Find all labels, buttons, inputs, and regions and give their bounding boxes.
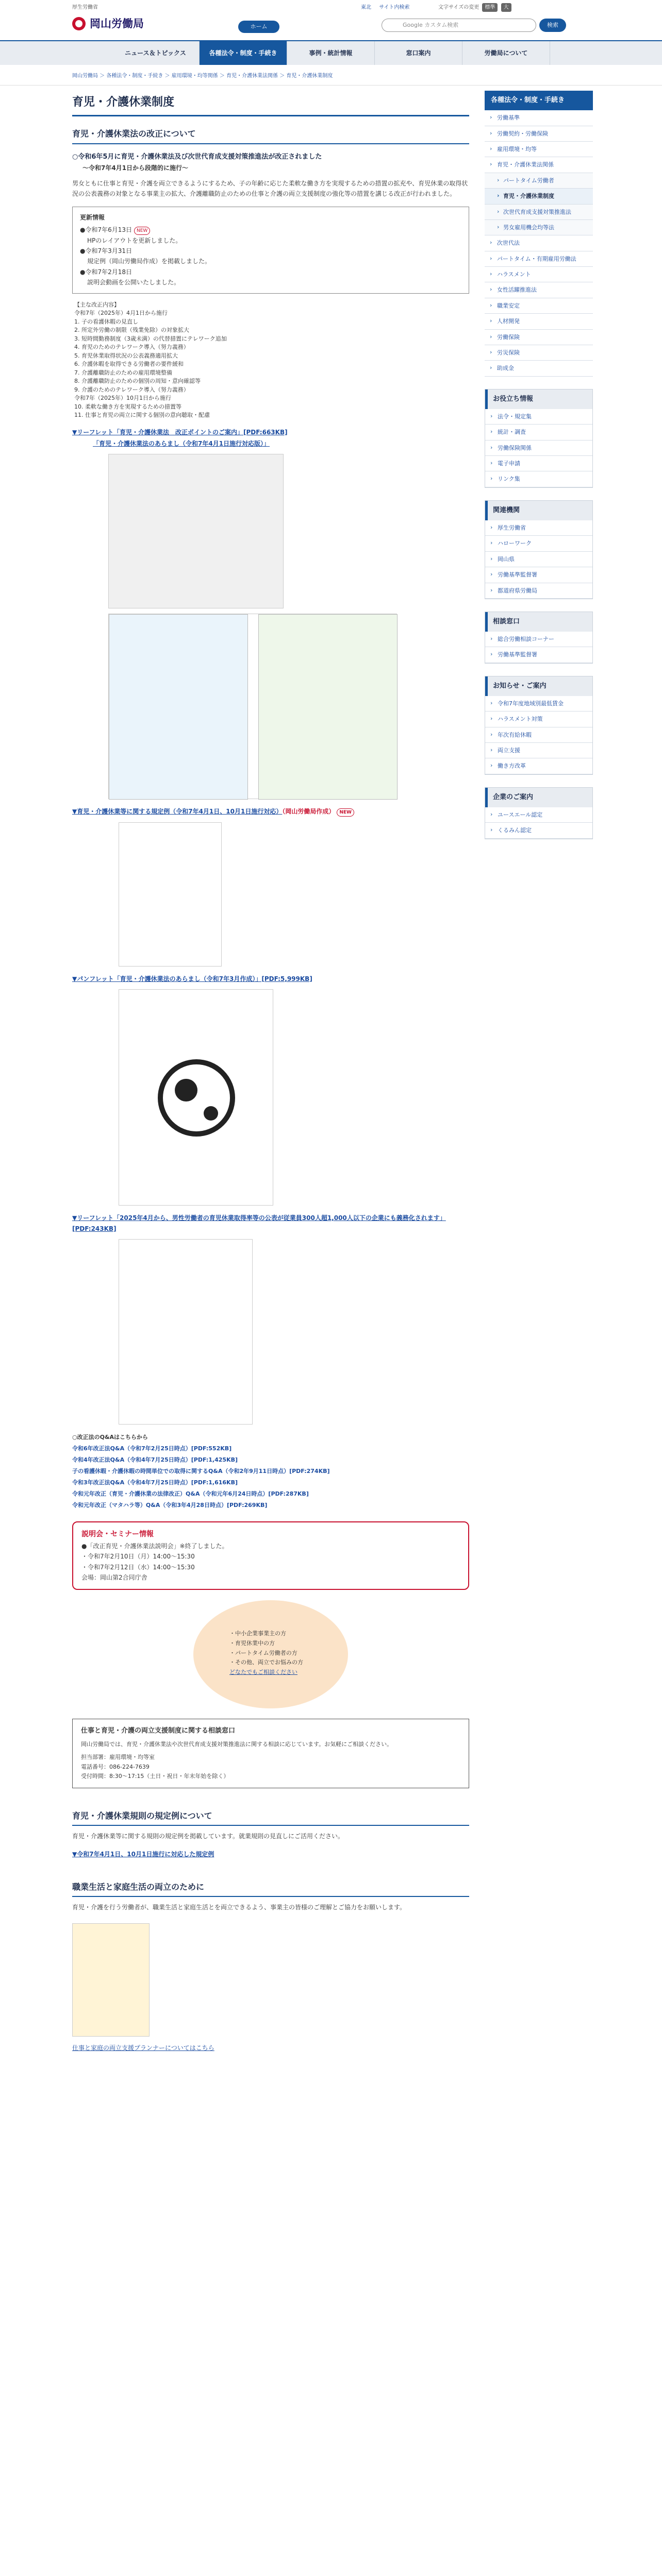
update-text: HPのレイアウトを更新しました。	[87, 236, 182, 244]
regulation-thumbnail[interactable]	[119, 822, 222, 967]
font-size-large-button[interactable]: 大	[501, 3, 511, 12]
search-input[interactable]: Google カスタム検索	[382, 19, 536, 32]
leaflet-link[interactable]: 「育児・介護休業法のあらまし（令和7年4月1日施行対応版）」	[93, 439, 270, 447]
font-size-normal-button[interactable]: 標準	[482, 3, 498, 12]
sidebar-subitem[interactable]: › パートタイム労働者	[485, 173, 593, 189]
sidebar-link[interactable]: › ハローワーク	[485, 536, 592, 551]
update-item	[80, 225, 461, 235]
site-name: 岡山労働局	[90, 17, 144, 30]
list-item: 1. 子の看護休暇の見直し	[74, 318, 138, 325]
new-badge: NEW	[134, 227, 150, 235]
regulation-line	[72, 806, 469, 817]
nav-item[interactable]: ニュース＆トピックス	[112, 41, 200, 65]
consult-title: 仕事と育児・介護の両立支援制度に関する相談窓口	[81, 1727, 236, 1735]
sidebar-section-corp	[485, 787, 593, 839]
logo-mark-icon	[72, 17, 86, 30]
sidebar-item[interactable]: › パートタイム・有期雇用労働法	[485, 251, 593, 267]
nav-item[interactable]: 窓口案内	[375, 41, 462, 65]
nav-item[interactable]: 事例・統計情報	[287, 41, 375, 65]
bubble-line: ・その他、両立でお悩みの方	[229, 1659, 303, 1666]
sidebar-link[interactable]: › 両立支援	[485, 743, 592, 758]
list-item: 7. 介護離職防止のための雇用環境整備	[74, 369, 172, 376]
sidebar-link[interactable]: › 労働基準監督署	[485, 647, 592, 663]
main-content	[72, 91, 469, 2053]
global-nav	[0, 40, 662, 65]
pamphlet-covers	[108, 614, 397, 799]
sidebar-link[interactable]: › 労働基準監督署	[485, 567, 592, 583]
sidebar-head: 各種法令・制度・手続き	[485, 91, 593, 110]
cover-image[interactable]	[109, 614, 248, 800]
qa-link[interactable]: 令和3年改正法Q&A（令和4年7月25日時点）[PDF:1,616KB]	[72, 1479, 238, 1486]
ministry-label: 厚生労働省	[72, 5, 98, 10]
consult-body: 岡山労働局では、育児・介護休業法や次世代育成支援対策推進法に関する相談に応じています。お気軽にご相談ください。	[81, 1741, 393, 1748]
leaflet-link[interactable]: ▼リーフレット「育児・介護休業法 改正ポイントのご案内」[PDF:663KB]	[72, 428, 288, 436]
sidebar-link[interactable]: › 総合労働相談コーナー	[485, 632, 592, 647]
breadcrumb[interactable]: 岡山労働局 ＞ 各種法令・制度・手続き ＞ 雇用環境・均等関係 ＞ 育児・介護休業法関係 ＞ 育児・介護休業制度	[0, 67, 662, 86]
seminar-line: ・令和7年2月10日（月）14:00〜15:30	[81, 1553, 195, 1561]
sidebar-link[interactable]: › 労働保険関係	[485, 440, 592, 456]
revision-sub: 〜令和7年4月1日から段階的に施行〜	[82, 164, 189, 172]
site-header	[0, 0, 662, 67]
revision-items	[72, 301, 469, 420]
list-item: 3. 短時間勤務制度（3歳未満）の代替措置にテレワーク追加	[74, 335, 227, 342]
update-text: 説明会動画を公開いたしました。	[87, 279, 180, 286]
revision-lead: ○令和6年5月に育児・介護休業法及び次世代育成支援対策推進法が改正されました	[72, 152, 322, 161]
list-item: 令和7年（2025年）10月1日から施行	[74, 395, 171, 402]
qa-title: ○改正法のQ&Aはこちらから	[72, 1433, 148, 1440]
sidebar-section-related	[485, 500, 593, 599]
seminar-line: 会場：岡山第2合同庁舎	[81, 1573, 147, 1581]
regulation-link[interactable]: ▼育児・介護休業等に関する規定例（令和7年4月1日、10月1日施行対応）	[72, 808, 283, 816]
list-title: 【主な改正内容】	[74, 301, 120, 308]
update-title: 更新情報	[80, 213, 105, 221]
sidebar-link[interactable]: › くるみん認定	[485, 823, 592, 838]
update-date: ●令和7年2月18日	[80, 268, 133, 276]
section-heading: 育児・介護休業規則の規定例について	[72, 1809, 469, 1826]
qa-list	[72, 1432, 469, 1511]
nav-item[interactable]: 労働局について	[462, 41, 550, 65]
balance-body: 育児・介護を行う労働者が、職業生活と家庭生活とを両立できるよう、事業主の皆様のご理解とご協力をお願いします。	[72, 1904, 406, 1911]
seminar-box	[72, 1521, 469, 1590]
sidebar-subitem[interactable]: › 男女雇用機会均等法	[485, 220, 593, 235]
sidebar-item[interactable]: › 労災保険	[485, 345, 593, 361]
regulation-body: 育児・介護休業等に関する規則の規定例を掲載しています。就業規則の見直しにご活用ください。	[72, 1833, 344, 1840]
regulation-note: （岡山労働局作成）	[282, 808, 335, 816]
page-title: 育児・介護休業制度	[72, 93, 469, 116]
section-heading: 職業生活と家庭生活の両立のために	[72, 1880, 469, 1897]
sidebar-link[interactable]: › 令和7年度地域別最低賃金	[485, 696, 592, 711]
footer-link[interactable]: 仕事と家庭の両立支援プランナーについてはこちら	[72, 2044, 214, 2052]
sidebar-link[interactable]: › 岡山県	[485, 552, 592, 567]
consult-contact: 電話番号：086-224-7639	[81, 1763, 150, 1770]
new-badge: NEW	[337, 808, 354, 817]
planner-thumbnail[interactable]	[72, 1923, 150, 2037]
qa-link[interactable]: 令和4年改正法Q&A（令和4年7月25日時点）[PDF:1,425KB]	[72, 1456, 238, 1463]
sidebar-section-title: お役立ち情報	[485, 389, 592, 409]
sidebar-section-useful	[485, 389, 593, 488]
consult-contact: 受付時間：8:30〜17:15（土日・祝日・年末年始を除く）	[81, 1773, 229, 1780]
sidebar-link[interactable]: › リンク集	[485, 471, 592, 487]
sidebar-item[interactable]: › 労働基準	[485, 110, 593, 126]
cover-image[interactable]	[258, 614, 398, 800]
sidebar-link[interactable]: › 厚生労働省	[485, 520, 592, 536]
sidebar-section-title: 関連機関	[485, 501, 592, 520]
update-date: ●令和7年6月13日	[80, 226, 133, 234]
sidebar-item[interactable]: › 労働契約・労働保険	[485, 126, 593, 142]
top-link[interactable]: 東北	[361, 5, 371, 10]
update-date: ●令和7年3月31日	[80, 247, 133, 255]
revision-body: 男女ともに仕事と育児・介護を両立できるようにするため、子の年齢に応じた柔軟な働き方を実現するための措置の拡充や、育児休業の取得状況の公表義務の対象となる事業主の拡大、介護離職防止のための仕事と介護の両立支援制度の強化等の措置を講じる改正が行われました。	[72, 180, 468, 198]
sidebar-link[interactable]: › ハラスメント対策	[485, 711, 592, 727]
update-box	[72, 207, 469, 294]
qa-link[interactable]: 子の看護休暇・介護休暇の時間単位での取得に関するQ&A（令和2年9月11日時点）[PDF:274KB]	[72, 1467, 330, 1475]
sidebar-item[interactable]: › 助成金	[485, 361, 593, 376]
qa-link[interactable]: 令和元年改正（育児・介護休業の法律改正）Q&A（令和元年6月24日時点）[PDF:287KB]	[72, 1490, 309, 1497]
sidebar-link[interactable]: › 統計・調査	[485, 425, 592, 440]
consult-contact: 担当部署：雇用環境・均等室	[81, 1754, 155, 1761]
qa-link[interactable]: 令和元年改正（マタハラ等）Q&A（令和3年4月28日時点）[PDF:269KB]	[72, 1501, 268, 1509]
sidebar-section-consult	[485, 612, 593, 664]
bubble-line: ・中小企業事業主の方	[229, 1630, 286, 1637]
list-item: 令和7年（2025年）4月1日から施行	[74, 310, 168, 317]
list-item: 6. 介護休暇を取得できる労働者の要件緩和	[74, 361, 184, 368]
regulation-link[interactable]: ▼令和7年4月1日、10月1日施行に対応した規定例	[72, 1850, 214, 1858]
list-item: 8. 介護離職防止のための個別の周知・意向確認等	[74, 378, 201, 385]
update-text: 規定例（岡山労働局作成）を掲載しました。	[87, 258, 211, 265]
bubble-line: ・育児休業中の方	[229, 1639, 275, 1647]
sidebar-section-notice	[485, 676, 593, 775]
nav-item-active[interactable]: 各種法令・制度・手続き	[200, 41, 287, 65]
sidebar-section-title: お知らせ・ご案内	[485, 676, 592, 696]
leaflet-link[interactable]: ▼リーフレット「2025年4月から、男性労働者の育児休業取得率等の公表が従業員300人超1,000人以下の企業にも義務化されます」[PDF:243KB]	[72, 1214, 446, 1232]
font-size-label: 文字サイズの変更	[438, 5, 479, 10]
sidebar-item[interactable]: › 育児・介護休業法関係	[485, 157, 593, 173]
pamphlet-cover-graphic	[119, 990, 274, 1206]
sidebar-section-title: 企業のご案内	[485, 788, 592, 807]
sidebar-link[interactable]: › 電子申請	[485, 456, 592, 471]
sidebar	[485, 91, 593, 839]
sidebar-link[interactable]: › 法令・規定集	[485, 409, 592, 425]
list-item: 10. 柔軟な働き方を実現するための措置等	[74, 403, 181, 410]
list-item: 4. 育児のためのテレワーク導入（努力義務）	[74, 344, 189, 351]
sidebar-link[interactable]: › ユースエール認定	[485, 807, 592, 823]
bubble-link[interactable]: どなたでもご相談ください	[229, 1669, 297, 1676]
sidebar-item[interactable]: › 雇用環境・均等	[485, 142, 593, 157]
sidebar-item[interactable]: › 次世代法	[485, 235, 593, 251]
list-item: 5. 育児休業取得状況の公表義務適用拡大	[74, 352, 178, 359]
sidebar-item[interactable]: › 女性活躍推進法	[485, 282, 593, 298]
sidebar-subitem[interactable]: › 次世代育成支援対策推進法	[485, 205, 593, 220]
leaflet-thumbnail[interactable]	[119, 1239, 253, 1425]
font-size-switch	[438, 3, 511, 12]
sidebar-item[interactable]: › 職業安定	[485, 298, 593, 314]
sidebar-link[interactable]: › 都道府県労働局	[485, 583, 592, 599]
sidebar-item[interactable]: › 人材開発	[485, 314, 593, 329]
section-heading: 育児・介護休業法の改正について	[72, 127, 469, 144]
bubble-line: ・パートタイム労働者の方	[229, 1649, 297, 1656]
consult-bubble	[193, 1600, 348, 1708]
sidebar-link[interactable]: › 年次有給休暇	[485, 727, 592, 743]
search-button[interactable]: 検索	[539, 19, 566, 32]
sidebar-section-title: 相談窓口	[485, 612, 592, 632]
list-item: 2. 所定外労働の制限（残業免除）の対象拡大	[74, 327, 189, 334]
list-item: 11. 仕事と育児の両立に関する個別の意向聴取・配慮	[74, 412, 210, 419]
pamphlet-thumbnail[interactable]	[119, 989, 273, 1206]
seminar-line: ●「改正育児・介護休業法説明会」※終了しました。	[81, 1542, 228, 1550]
sidebar-item[interactable]: › ハラスメント	[485, 267, 593, 282]
sidebar-link[interactable]: › 働き方改革	[485, 758, 592, 774]
top-link[interactable]: サイト内検索	[379, 5, 410, 10]
consult-box	[72, 1719, 469, 1788]
top-links	[361, 3, 416, 12]
list-item: 9. 介護のためのテレワーク導入（努力義務）	[74, 386, 189, 393]
seminar-title: 説明会・セミナー情報	[81, 1530, 154, 1538]
qa-link[interactable]: 令和6年改正法Q&A（令和7年2月25日時点）[PDF:552KB]	[72, 1445, 232, 1452]
seminar-line: ・令和7年2月12日（水）14:00〜15:30	[81, 1563, 195, 1571]
leaflet-thumbnail[interactable]	[108, 454, 284, 608]
home-button[interactable]: ホーム	[238, 21, 279, 33]
site-logo[interactable]	[72, 14, 206, 33]
sidebar-item[interactable]: › 労働保険	[485, 330, 593, 345]
sidebar-subitem-active[interactable]: › 育児・介護休業制度	[485, 189, 593, 204]
pamphlet-link[interactable]: ▼パンフレット「育児・介護休業法のあらまし（令和7年3月作成）」[PDF:5,999KB]	[72, 975, 312, 982]
